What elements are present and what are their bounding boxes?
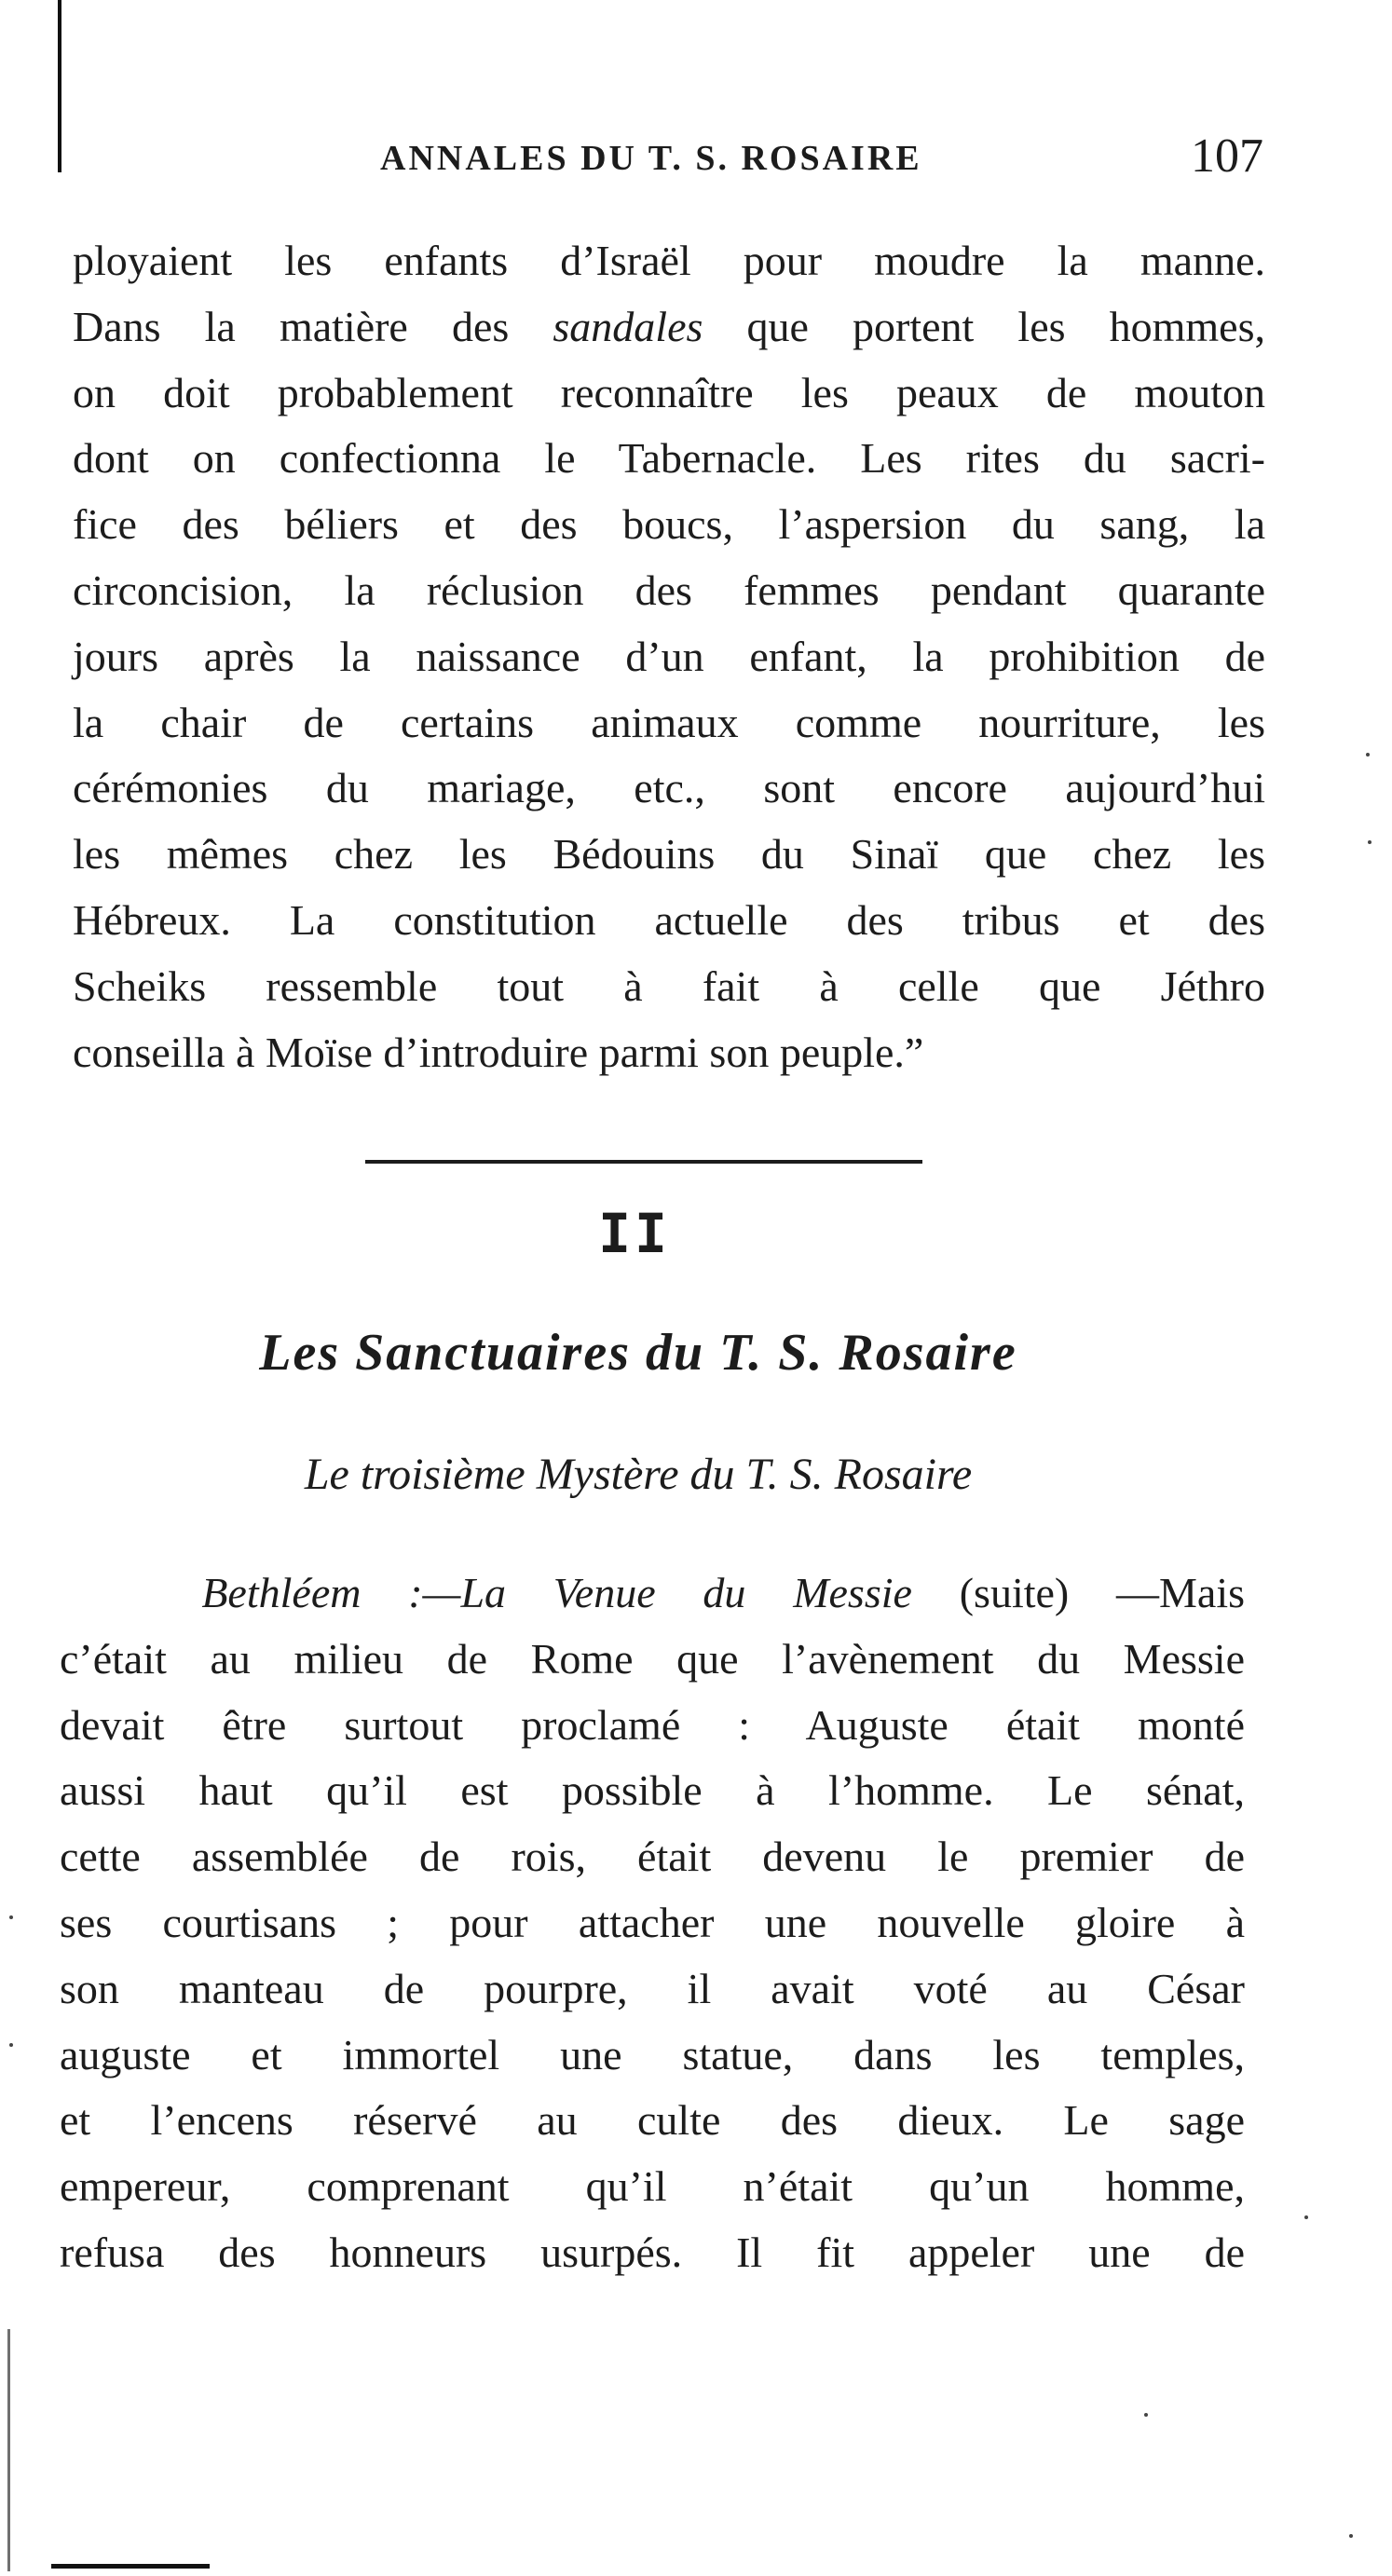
- text-line: on doit probablement reconnaître les peaux de mouton: [73, 368, 1265, 416]
- text-line: ses courtisans ; pour attacher une nouvelle gloire à: [60, 1898, 1245, 1946]
- page-header: [380, 129, 1275, 184]
- text-line: Scheiks ressemble tout à fait à celle que Jéthro: [73, 961, 1265, 1010]
- text-line: devait être surtout proclamé : Auguste était monté: [60, 1700, 1245, 1749]
- scan-speck: [1144, 2413, 1148, 2417]
- scan-speck: [1368, 840, 1372, 844]
- text-fragment: Dans la matière des: [73, 302, 510, 350]
- scan-speck: [1349, 2534, 1353, 2538]
- emphasized-word: sandales: [553, 302, 703, 350]
- text-line: cérémonies du mariage, etc., sont encore aujourd’hui: [73, 764, 1265, 812]
- binding-edge-mark: [58, 0, 61, 172]
- paragraph-main: [60, 1561, 1245, 2286]
- text-line: Hébreux. La constitution actuelle des tribus et des: [73, 895, 1265, 944]
- text-line: et l’encens réservé au culte des dieux. Le sage: [60, 2096, 1245, 2145]
- section-title: Les Sanctuaires du T. S. Rosaire: [259, 1324, 1017, 1382]
- text-line: jours après la naissance d’un enfant, la prohibition de: [73, 632, 1265, 680]
- scan-speck: [1366, 753, 1370, 756]
- text-line: cette assemblée de rois, était devenu le premier de: [60, 1833, 1245, 1881]
- text-line: dont on confectionna le Tabernacle. Les rites du sacri-: [73, 434, 1265, 483]
- text-line: aussi haut qu’il est possible à l’homme. Le sénat,: [60, 1766, 1245, 1815]
- text-fragment: que portent les hommes,: [746, 302, 1266, 350]
- text-line: son manteau de pourpre, il avait voté au César: [60, 1964, 1245, 2012]
- scan-speck: [9, 2043, 13, 2047]
- binding-edge-mark-lower: [7, 2329, 10, 2571]
- scan-edge-rule: [51, 2564, 210, 2569]
- text-line: empereur, comprenant qu’il n’était qu’un homme,: [60, 2162, 1245, 2211]
- text-line: les mêmes chez les Bédouins du Sinaï que chez les: [73, 830, 1265, 879]
- page-number: 107: [1191, 129, 1263, 183]
- section-number: II: [598, 1202, 671, 1265]
- section-subtitle: Le troisième Mystère du T. S. Rosaire: [304, 1450, 973, 1499]
- text-line: auguste et immortel une statue, dans les temples,: [60, 2030, 1245, 2079]
- lead-in: Bethléem :—La Venue du Messie: [201, 1569, 912, 1616]
- paragraph-continued: [73, 228, 1265, 1085]
- running-head: ANNALES DU T. S. ROSAIRE: [380, 139, 922, 178]
- scan-speck: [1304, 2215, 1308, 2219]
- text-line: la chair de certains animaux comme nourriture, les: [73, 698, 1265, 746]
- text-fragment: (suite) —Mais: [959, 1569, 1246, 1616]
- text-line: [73, 294, 1265, 361]
- section-divider: [365, 1160, 922, 1164]
- text-line: c’était au milieu de Rome que l’avènement du Messie: [60, 1634, 1245, 1683]
- text-line: refusa des honneurs usurpés. Il fit appeler une de: [60, 2228, 1245, 2276]
- text-line: circoncision, la réclusion des femmes pendant quarante: [73, 566, 1265, 614]
- text-line: fice des béliers et des boucs, l’aspersion du sang, la: [73, 500, 1265, 549]
- scan-speck: [9, 1915, 13, 1919]
- text-line: ployaient les enfants d’Israël pour moudre la manne.: [73, 237, 1265, 284]
- text-line: [60, 1561, 1245, 1627]
- text-line: conseilla à Moïse d’introduire parmi son peuple.”: [73, 1028, 924, 1076]
